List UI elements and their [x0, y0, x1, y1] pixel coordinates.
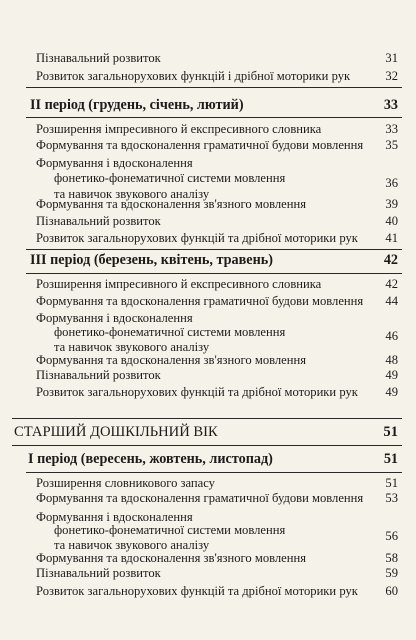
- toc-entry-page: 60: [385, 584, 398, 598]
- toc-entry-title: Розвиток загальнорухових функцій та дрібної моторики рук: [36, 385, 358, 399]
- toc-entry-title: Формування та вдосконалення граматичної будови мовлення: [36, 294, 364, 308]
- toc-entry-title: Пізнавальний розвиток: [36, 368, 161, 382]
- section-divider: [12, 418, 402, 419]
- toc-entry-page: 49: [385, 368, 398, 382]
- toc-heading-page: 42: [383, 252, 398, 268]
- toc-entry-title: Формування і вдосконалення: [36, 510, 193, 524]
- toc-entry-title: Пізнавальний розвиток: [36, 566, 161, 580]
- toc-entry-page: 53: [385, 491, 398, 505]
- heading-underline: [26, 273, 402, 274]
- toc-entry-page: 51: [385, 476, 398, 490]
- toc-entry-page: 35: [385, 138, 398, 152]
- toc-entry-page: 39: [385, 197, 398, 211]
- toc-entry-title: та навичок звукового аналізу: [54, 538, 210, 552]
- toc-entry-title: Розвиток загальнорухових функцій і дрібної моторики рук: [36, 69, 351, 83]
- toc-entry-title: Розширення імпресивного й експресивного словника: [36, 122, 322, 136]
- toc-entry-title: фонетико-фонематичної системи мовлення: [54, 523, 286, 537]
- toc-heading-title: ІІІ період (березень, квітень, травень): [30, 252, 274, 268]
- toc-heading-page: 51: [383, 451, 398, 467]
- toc-entry-title: Розвиток загальнорухових функцій та дрібної моторики рук: [36, 231, 358, 245]
- toc-heading-title: ІІ період (грудень, січень, лютий): [30, 97, 244, 113]
- toc-entry-title: Формування та вдосконалення граматичної будови мовлення: [36, 138, 364, 152]
- toc-entry-title: Формування та вдосконалення зв'язного мовлення: [36, 197, 307, 211]
- section-divider: [26, 87, 402, 88]
- toc-entry-page: 31: [385, 51, 398, 65]
- toc-entry-title: Розширення імпресивного й експресивного словника: [36, 277, 322, 291]
- toc-entry-title: Формування та вдосконалення граматичної будови мовлення: [36, 491, 364, 505]
- toc-entry-title: Пізнавальний розвиток: [36, 214, 161, 228]
- heading-underline: [26, 117, 402, 118]
- toc-entry-page: 49: [385, 385, 398, 399]
- toc-entry-title: Розширення словникового запасу: [36, 476, 215, 490]
- toc-entry-page: 44: [385, 294, 398, 308]
- toc-entry-title: Формування і вдосконалення: [36, 311, 193, 325]
- toc-entry-title: Розвиток загальнорухових функцій та дрібної моторики рук: [36, 584, 358, 598]
- toc-entry-page: 58: [385, 551, 398, 565]
- toc-entry-title: фонетико-фонематичної системи мовлення: [54, 325, 286, 339]
- toc-section-title: СТАРШИЙ ДОШКІЛЬНИЙ ВІК: [14, 424, 218, 440]
- toc-entry-page: 59: [385, 566, 398, 580]
- toc-entry-title: та навичок звукового аналізу: [54, 187, 210, 201]
- toc-heading-page: 33: [383, 97, 398, 113]
- toc-entry-title: Формування і вдосконалення: [36, 156, 193, 170]
- toc-entry-page: 56: [385, 529, 398, 543]
- toc-entry-title: Формування та вдосконалення зв'язного мовлення: [36, 353, 307, 367]
- heading-underline: [12, 445, 402, 446]
- toc-entry-page: 33: [385, 122, 398, 136]
- toc-entry-page: 41: [385, 231, 398, 245]
- toc-entry-title: та навичок звукового аналізу: [54, 340, 210, 354]
- toc-entry-page: 46: [385, 329, 398, 343]
- toc-entry-page: 48: [385, 353, 398, 367]
- toc-section-page: 51: [383, 424, 398, 440]
- section-divider: [26, 249, 402, 250]
- toc-entry-page: 36: [385, 176, 398, 190]
- toc-heading-title: І період (вересень, жовтень, листопад): [28, 451, 273, 467]
- toc-entry-page: 40: [385, 214, 398, 228]
- toc-entry-page: 42: [385, 277, 398, 291]
- heading-underline: [26, 472, 402, 473]
- toc-entry-title: Пізнавальний розвиток: [36, 51, 161, 65]
- toc-entry-title: Формування та вдосконалення зв'язного мовлення: [36, 551, 307, 565]
- toc-entry-page: 32: [385, 69, 398, 83]
- toc-entry-title: фонетико-фонематичної системи мовлення: [54, 171, 286, 185]
